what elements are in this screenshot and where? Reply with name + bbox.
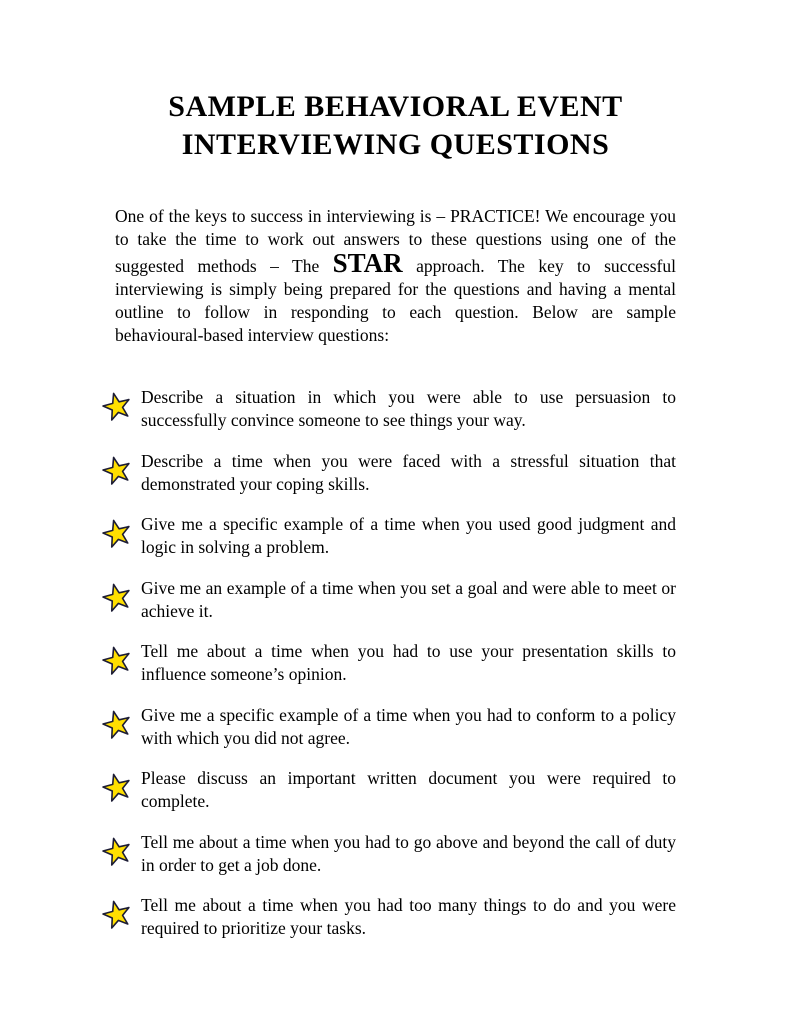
list-item xyxy=(102,894,676,940)
question-text: Tell me about a time when you had to use your presentation skills to influence someone’s opinion. xyxy=(141,641,676,685)
list-item xyxy=(102,767,676,813)
page-title-line-1: SAMPLE BEHAVIORAL EVENT xyxy=(168,90,623,123)
list-item xyxy=(102,831,676,877)
star-icon xyxy=(102,772,132,804)
intro-paragraph xyxy=(115,205,676,347)
list-item xyxy=(102,386,676,432)
page-title xyxy=(0,0,791,165)
question-text: Describe a situation in which you were able to use persuasion to successfully convince someone to see things your way. xyxy=(141,387,676,431)
star-icon xyxy=(102,709,132,741)
star-icon xyxy=(102,899,132,931)
star-icon xyxy=(102,518,132,550)
list-item xyxy=(102,450,676,496)
intro-text-after-star: approach. The key to successful interviewing is simply being prepared for the questions and having a mental outline to follow in responding to each question. Below are sample behavioural-based interview questions: xyxy=(115,256,676,345)
star-icon xyxy=(102,582,132,614)
question-text: Tell me about a time when you had to go above and beyond the call of duty in order to get a job done. xyxy=(141,831,676,875)
question-text: Give me a specific example of a time when you used good judgment and logic in solving a problem. xyxy=(141,514,676,558)
page-title-line-2: INTERVIEWING QUESTIONS xyxy=(181,128,610,162)
star-method-word: STAR xyxy=(332,248,403,279)
intro-text-before-star: One of the keys to success in interviewing is – PRACTICE! We encourage you to take the time to work out answers to these questions using one of the suggested methods – The xyxy=(115,205,676,277)
star-icon xyxy=(102,455,132,487)
star-icon xyxy=(102,391,132,423)
question-text: Describe a time when you were faced with a stressful situation that demonstrated your coping skills. xyxy=(141,450,676,494)
question-text: Please discuss an important written document you were required to complete. xyxy=(141,768,676,812)
star-icon xyxy=(102,836,132,868)
list-item xyxy=(102,513,676,559)
list-item xyxy=(102,577,676,623)
question-list xyxy=(0,386,791,940)
star-icon xyxy=(102,645,132,677)
question-text: Give me an example of a time when you set a goal and were able to meet or achieve it. xyxy=(141,577,676,621)
list-item xyxy=(102,640,676,686)
question-text: Tell me about a time when you had too many things to do and you were required to prioritize your tasks. xyxy=(141,895,676,939)
list-item xyxy=(102,704,676,750)
question-text: Give me a specific example of a time when you had to conform to a policy with which you did not agree. xyxy=(141,704,676,748)
